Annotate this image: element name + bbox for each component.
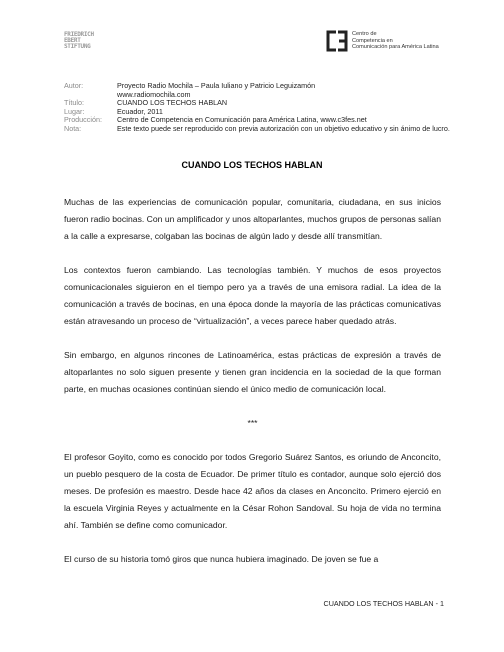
metadata-key: Lugar:	[64, 106, 85, 116]
metadata-value: Centro de Competencia en Comunicación para América Latina, www.c3fes.net	[117, 115, 367, 125]
document-title: CUANDO LOS TECHOS HABLAN	[181, 160, 323, 170]
c3-logo-text	[352, 31, 446, 51]
body-paragraph: El curso de su historia tomó giros que nunca hubiera imaginado. De joven se fue a	[64, 554, 379, 564]
metadata-key: Autor:	[64, 81, 84, 90]
c3-logo-icon	[326, 30, 348, 52]
body-paragraph: Los contextos fueron cambiando. Las tecnologías también. Y muchos de esos proyectos comunicacionales siguieron en el tiempo pero ya a través de una emisora radial. La idea de la comunicación a través de bocinas, en una época donde la mayoría de las prácticas comunicativas están atravesando un proceso de “virtualización”, a veces parece haber quedado atrás.	[64, 265, 441, 326]
c3-logo	[326, 30, 446, 54]
document-body	[64, 194, 441, 585]
section-separator: ***	[247, 418, 258, 428]
c3-logo-line: Centro de	[352, 31, 377, 37]
metadata-value: CUANDO LOS TECHOS HABLAN	[117, 98, 228, 108]
metadata-key: Título:	[64, 98, 84, 108]
metadata-row	[64, 125, 454, 134]
fes-logo-line: EBERT	[64, 37, 81, 44]
body-paragraph: El profesor Goyito, como es conocido por todos Gregorio Suárez Santos, es oriundo de Anconcito, un pueblo pesquero de la costa de Ecuador. De primer título es contador, aunque solo ejerció dos meses. De profesión es maestro. Desde hace 42 años da clases en Anconcito. Primero ejerció en la escuela Virginia Reyes y actualmente en la César Rohon Sandoval. Su hoja de vida no termina ahí. También se define como comunicador.	[64, 452, 441, 530]
c3-logo-line: Competencia en	[352, 37, 393, 44]
body-paragraph: Sin embargo, en algunos rincones de Latinoamérica, estas prácticas de expresión a través de altoparlantes no solo siguen presente y tienen gran incidencia en la sociedad de la que forman parte, en muchas ocasiones continúan siendo el único medio de comunicación local.	[64, 350, 441, 394]
c3-logo-line: Comunicación para América Latina	[352, 44, 439, 51]
metadata-key: Nota:	[64, 123, 82, 133]
metadata-value: Proyecto Radio Mochila – Paula Iuliano y Patricio Leguizamón	[117, 81, 316, 90]
fes-logo-line: FRIEDRICH	[64, 31, 94, 38]
page-footer: CUANDO LOS TECHOS HABLAN - 1	[323, 599, 444, 608]
fes-logo-line: STIFTUNG	[64, 43, 91, 50]
metadata-key: Producción:	[64, 115, 102, 125]
metadata-value: Ecuador, 2011	[117, 106, 163, 116]
body-paragraph: Muchas de las experiencias de comunicación popular, comunitaria, ciudadana, en sus inicios fueron radio bocinas. Con un amplificador y unos altoparlantes, muchos grupos de personas salían a la calle a expresarse, colgaban las bocinas de algún lado y desde allí transmitían.	[64, 197, 441, 241]
metadata-value: Este texto puede ser reproducido con previa autorización con un objetivo educativo y sin ánimo de lucro.	[117, 123, 450, 133]
metadata-table	[64, 82, 454, 134]
metadata-value: www.radiomochila.com	[117, 89, 191, 99]
fes-logo	[64, 32, 104, 50]
